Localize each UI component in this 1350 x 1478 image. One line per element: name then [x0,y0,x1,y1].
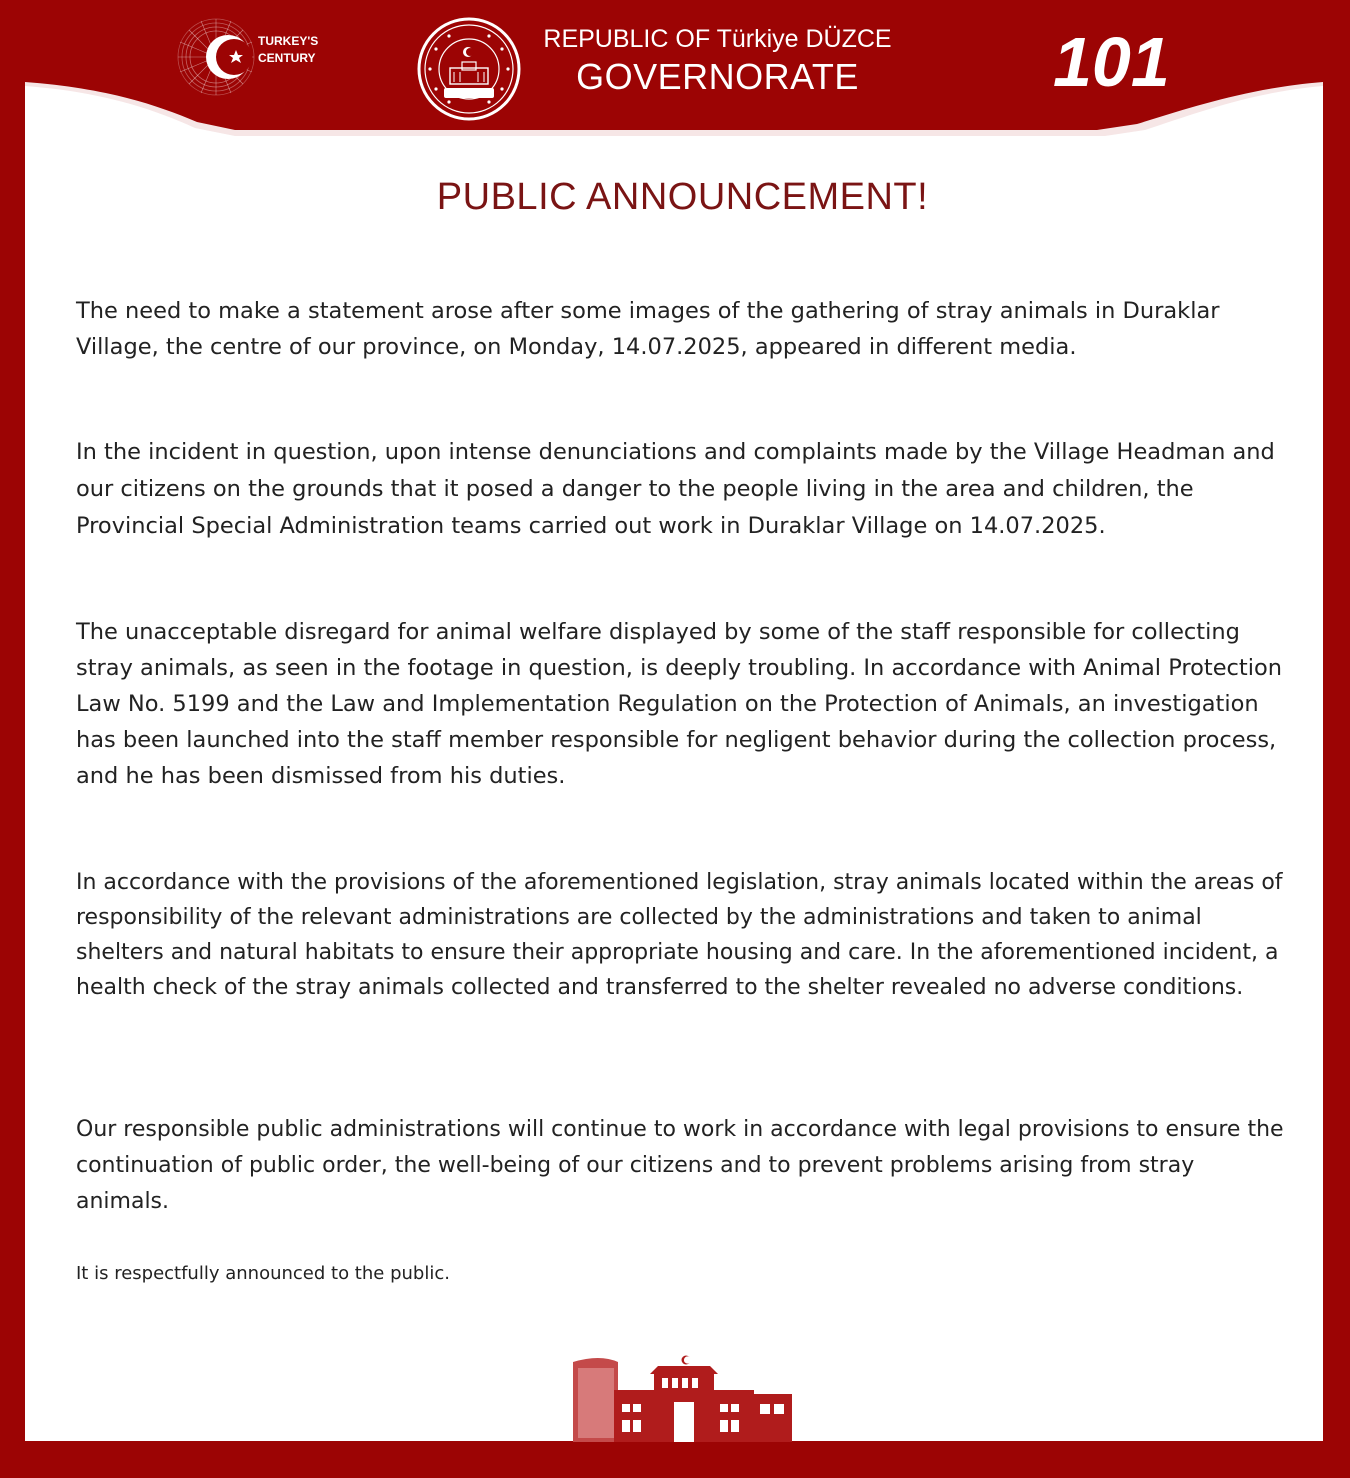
paragraph-2 [76,434,1291,545]
closing-line [76,1261,1291,1287]
paragraph-4-text: In accordance with the provisions of the aforementioned legislation, stray animals located within the areas of responsibility of the relevant administrations are collected by the administrations and taken to animal shelters and natural habitats to ensure their appropriate housing and care. In the aforementioned incident, a health check of the stray animals collected and transferred to the shelter revealed no adverse conditions. [76,870,1283,1000]
announcement-title: PUBLIC ANNOUNCEMENT! [436,176,929,218]
paragraph-3-text: The unacceptable disregard for animal welfare displayed by some of the staff responsible for collecting stray animals, as seen in the footage in question, is deeply troubling. In accordance with Animal Protection Law No. 5199 and the Law and Implementation Regulation on the Protection of Animals, an investigation has been launched into the staff member responsible for negligent behavior during the collection process, and he has been dismissed from his duties. [76,619,1283,789]
century-logo-text [258,33,318,67]
paragraph-3 [76,614,1291,794]
paragraph-2-text: In the incident in question, upon intense denunciations and complaints made by the Village Headman and our citizens on the grounds that it posed a danger to the people living in the area and children, the Provincial Special Administration teams carried out work in Duraklar Village on 14.07.2025. [76,439,1275,539]
header-title [515,22,920,98]
paragraph-5-text: Our responsible public administrations will continue to work in accordance with legal provisions to ensure the continuation of public order, the well-being of our citizens and to prevent problems arising from stray animals. [76,1117,1284,1214]
century-line1: TURKEY'S [258,34,319,48]
header-title-line1: REPUBLIC OF Türkiye DÜZCE [543,25,892,53]
century-line2: CENTURY [258,51,316,65]
logo-101-text: 101 [1053,24,1170,94]
crescent-star-icon [1053,24,1183,94]
header-title-line2: GOVERNORATE [576,56,859,97]
paragraph-5 [76,1112,1291,1220]
paragraph-4 [76,865,1291,1005]
governorate-building-icon [570,1354,795,1442]
paragraph-1-text: The need to make a statement arose after some images of the gathering of stray animals in Duraklar Village, the centre of our province, on Monday, 14.07.2025, appeared in different media. [76,298,1220,360]
governorate-seal-icon [416,16,522,122]
closing-line-text: It is respectfully announced to the public. [76,1263,450,1284]
paragraph-1 [76,293,1291,365]
